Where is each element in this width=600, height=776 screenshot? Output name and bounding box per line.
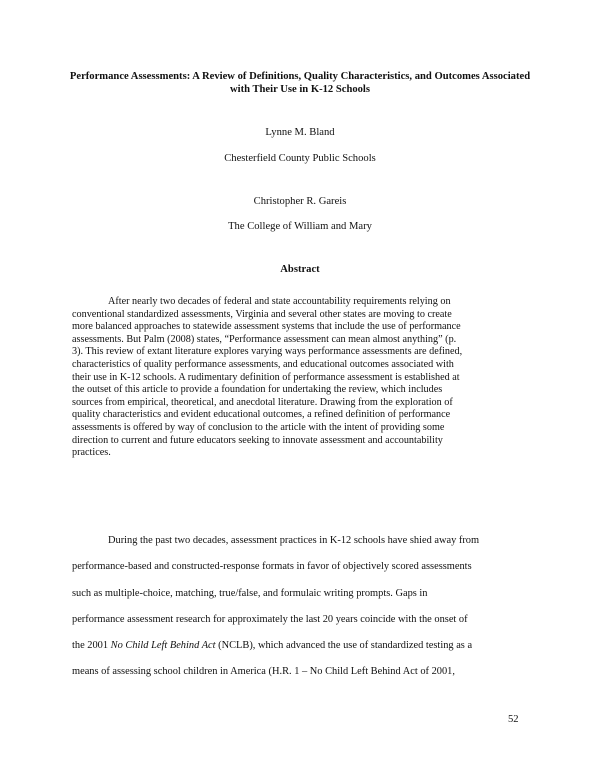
abstract-line: assessments is offered by way of conclusion to the article with the intent of providing some: [72, 421, 445, 433]
abstract-line: After nearly two decades of federal and state accountability requirements relying on: [108, 296, 451, 307]
body-line-nclb: [72, 633, 530, 659]
abstract-line: more balanced approaches to statewide assessment systems that include the use of performance: [72, 321, 461, 333]
abstract-line: practices.: [72, 447, 111, 459]
body-line: means of assessing school children in America (H.R. 1 – No Child Left Behind Act of 2001,: [72, 666, 455, 678]
author-affiliation-2: The College of William and Mary: [228, 221, 372, 232]
author-name-1: Lynne M. Bland: [265, 127, 335, 138]
nclb-act-title: No Child Left Behind Act: [110, 640, 216, 652]
abstract-line: direction to current and future educators seeking to innovate assessment and accountability: [72, 434, 443, 446]
author-affiliation-1: Chesterfield County Public Schools: [224, 153, 376, 164]
abstract-line: conventional standardized assessments, Virginia and several other states are moving to create: [72, 308, 452, 320]
abstract-line: 3). This review of extant literature explores varying ways performance assessments are defined,: [72, 346, 463, 358]
abstract-line: the outset of this article to provide a foundation for undertaking the review, which includes: [72, 384, 443, 396]
abstract-line: assessments. But Palm (2008) states, “Performance assessment can mean almost anything” (p.: [72, 333, 457, 345]
body-line-text: the 2001: [72, 640, 111, 652]
body-line-text: (NCLB), which advanced the use of standardized testing as a: [215, 640, 473, 652]
body-paragraph: [72, 528, 530, 686]
paper-title: Performance Assessments: A Review of Definitions, Quality Characteristics, and Outcomes Associated with Their Use in K-12 Schools: [69, 71, 531, 95]
page-number: 52: [508, 714, 519, 725]
body-line: performance-based and constructed-response formats in favor of objectively scored assessments: [72, 561, 472, 573]
abstract-line: sources from empirical, theoretical, and anecdotal literature. Drawing from the exploration of: [72, 396, 453, 408]
author-name-2: Christopher R. Gareis: [253, 196, 347, 207]
abstract-line: quality characteristics and evident educational outcomes, a refined definition of performance: [72, 409, 451, 421]
body-line: such as multiple-choice, matching, true/false, and formulaic writing prompts. Gaps in: [72, 587, 428, 599]
body-line: During the past two decades, assessment practices in K-12 schools have shied away from: [108, 535, 480, 546]
abstract-paragraph: [72, 296, 530, 460]
abstract-line: their use in K-12 schools. A rudimentary definition of performance assessment is established at: [72, 371, 460, 383]
abstract-heading: Abstract: [280, 264, 320, 275]
abstract-line: characteristics of quality performance assessments, and educational outcomes associated with: [72, 358, 454, 370]
body-line: performance assessment research for approximately the last 20 years coincide with the onset of: [72, 613, 468, 625]
